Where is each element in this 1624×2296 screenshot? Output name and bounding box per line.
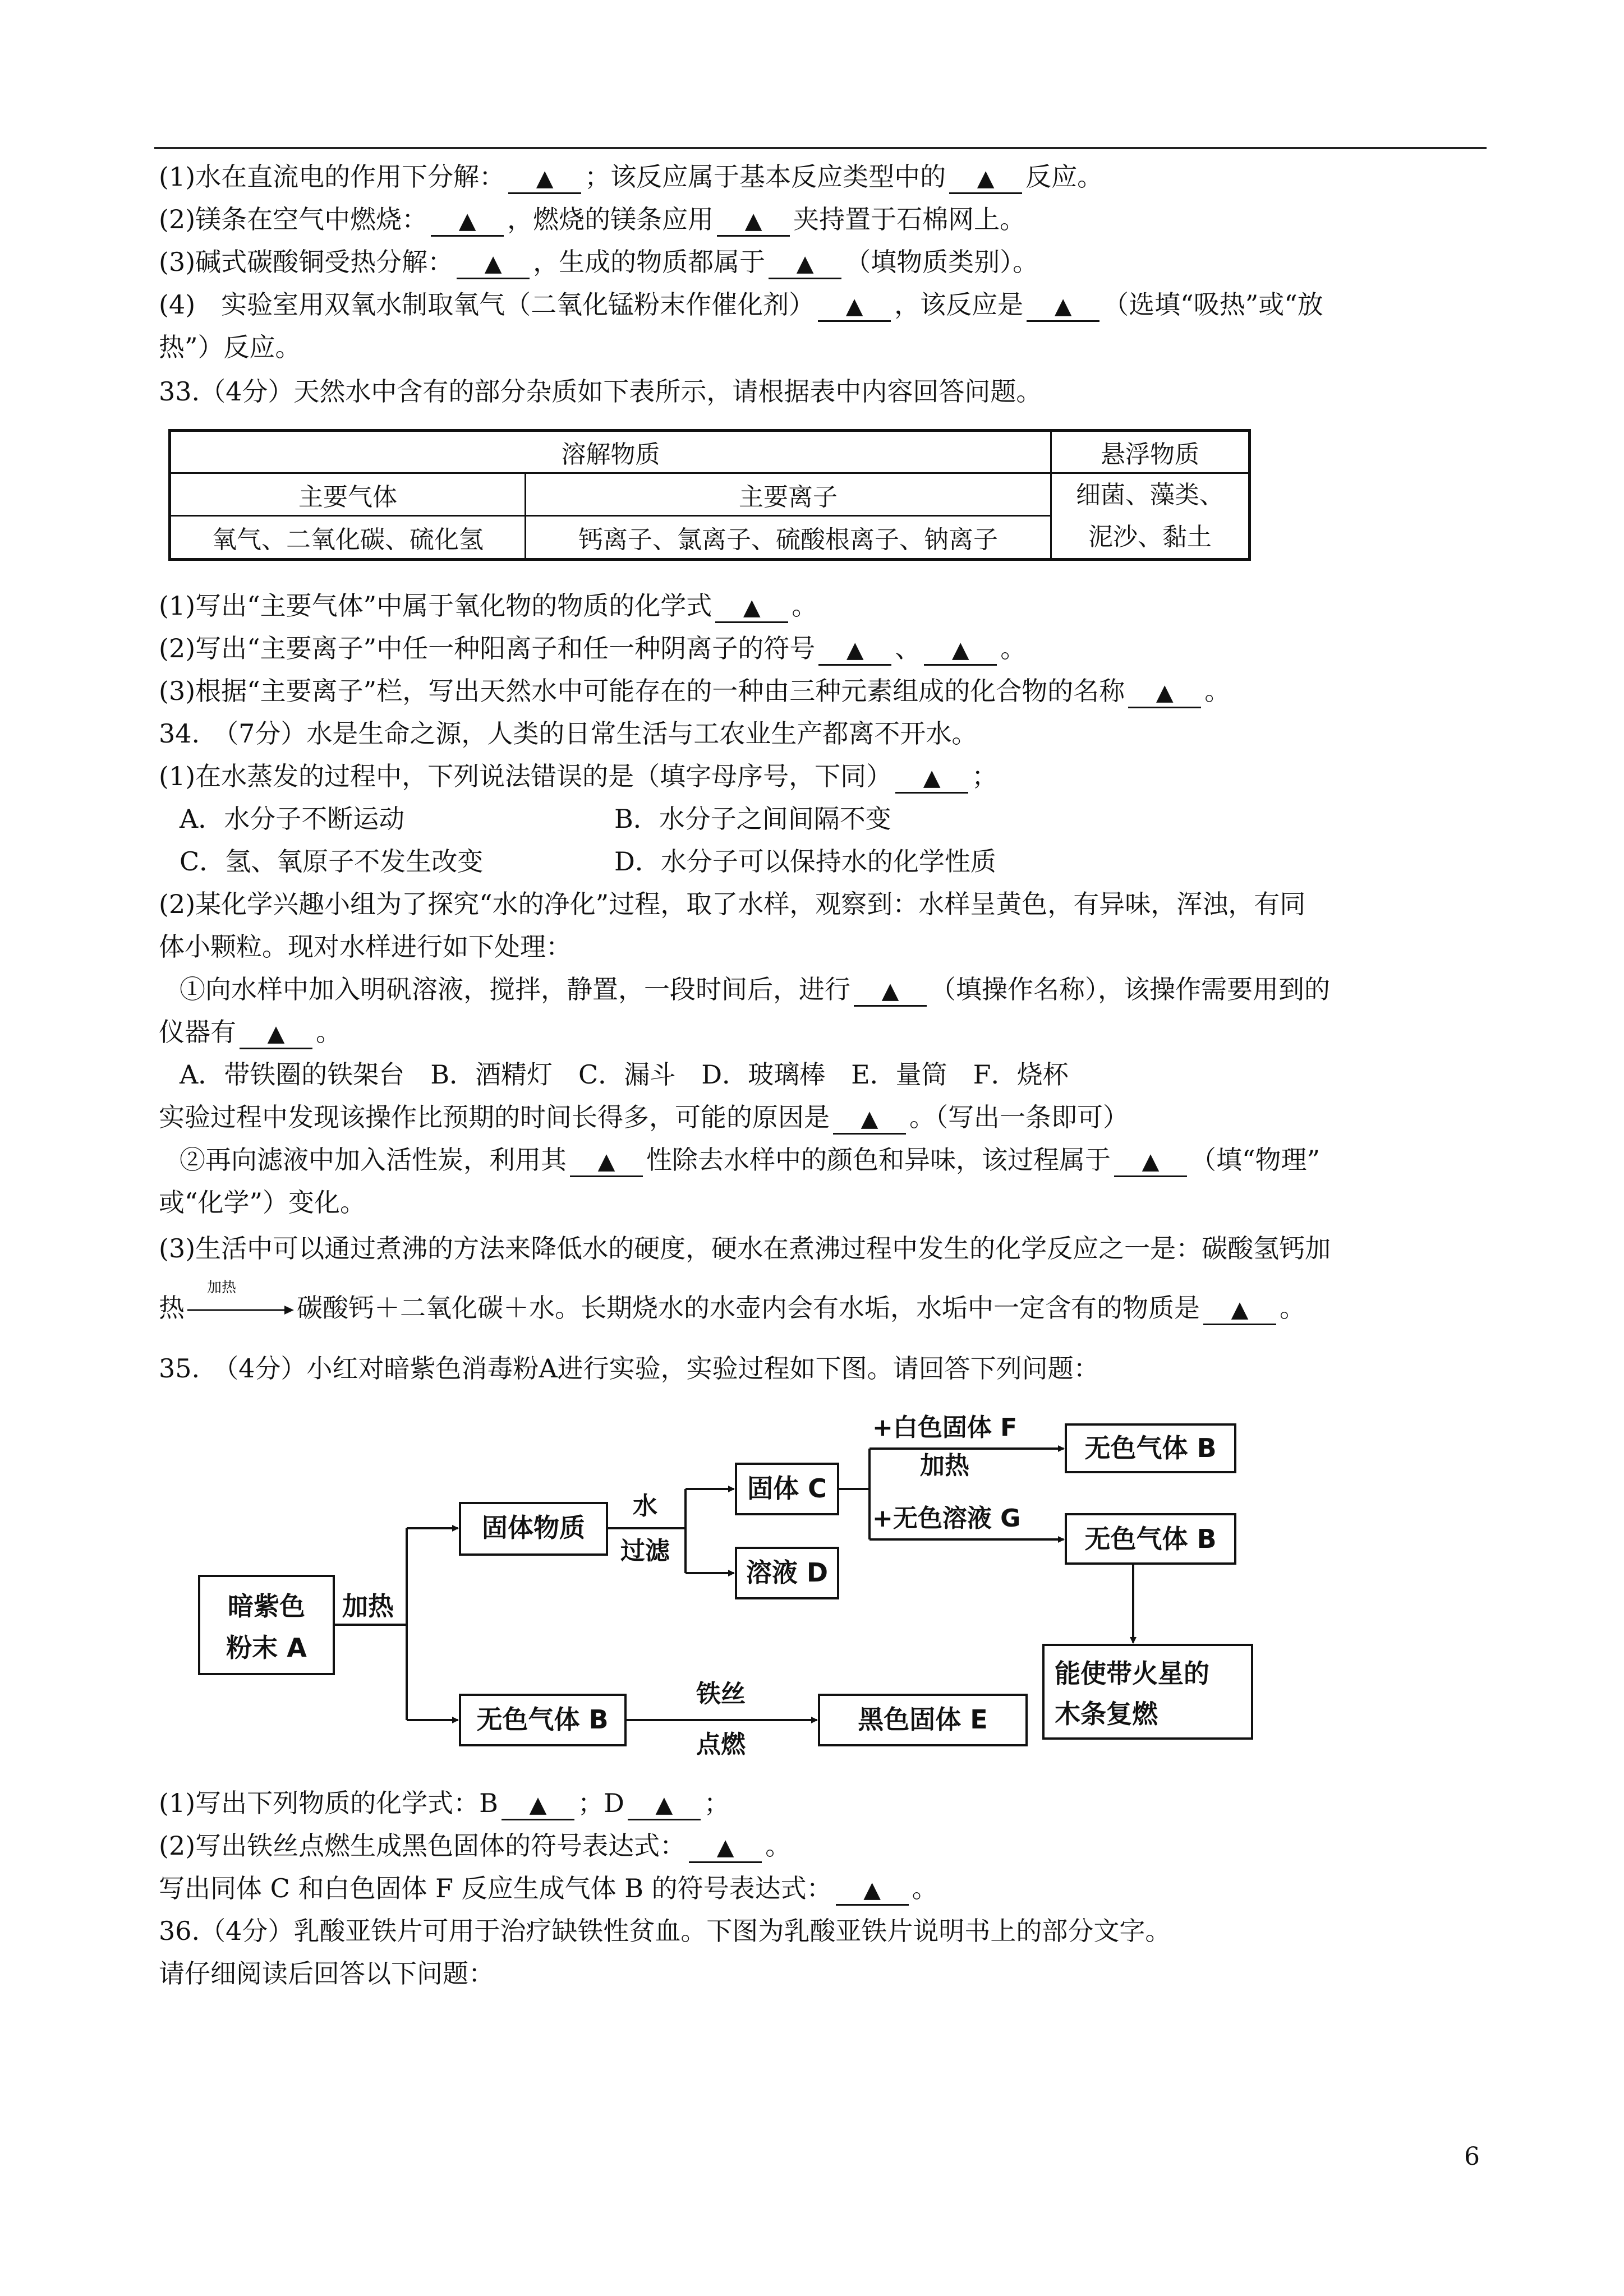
relight-line-1: 能使带火星的 xyxy=(1055,1658,1209,1689)
gas-b-label-1: 无色气体 B xyxy=(1084,1433,1217,1463)
q34-part-3-line-2: 热 加热 碳酸钙＋二氧化碳＋水。长期烧水的水壶内会有水垢，水垢中一定含有的物质是 ▲ 。 xyxy=(159,1291,1305,1325)
water-label: 水 xyxy=(633,1492,657,1520)
q33-part-1: (1)写出“主要气体”中属于氧化物的物质的化学式 ▲ 。 xyxy=(159,589,817,623)
q33-part-3: (3)根据“主要离子”栏，写出天然水中可能存在的一种由三种元素组成的化合物的名称 ▲ 。 xyxy=(159,674,1230,708)
heat-2-label: 加热 xyxy=(920,1451,969,1480)
q32-line-5: 热”）反应。 xyxy=(159,332,301,362)
q34-step-1-line-2: 仪器有 ▲ 。 xyxy=(159,1015,342,1049)
q32-line-1: (1)水在直流电的作用下分解： ▲ ；该反应属于基本反应类型中的 ▲ 反应。 xyxy=(159,160,1103,194)
q36-line-2: 请仔细阅读后回答以下问题： xyxy=(159,1958,494,1989)
header-gas: 主要气体 xyxy=(170,473,526,516)
q34-option-a: A．水分子不断运动 xyxy=(180,804,405,834)
q32-line-2: (2)镁条在空气中燃烧： ▲ ，燃烧的镁条应用 ▲ 夹持置于石棉网上。 xyxy=(159,202,1025,237)
q34-part-3-line-1: (3)生活中可以通过煮沸的方法来降低水的硬度，硬水在煮沸过程中发生的化学反应之一是：碳酸氢钙加 xyxy=(159,1233,1331,1264)
q32-line-3: (3)碱式碳酸铜受热分解： ▲ ，生成的物质都属于 ▲ （填物质类别）。 xyxy=(159,245,1038,279)
cell-gas: 氧气、二氧化碳、硫化氢 xyxy=(170,516,526,560)
q34-step-1: ①向水样中加入明矾溶液，搅拌，静置，一段时间后，进行 ▲ （填操作名称），该操作需要用到的 xyxy=(180,972,1330,1007)
filter-label: 过滤 xyxy=(620,1537,670,1565)
q33-part-2: (2)写出“主要离子”中任一种阳离子和任一种阴离子的符号 ▲ 、 ▲ 。 xyxy=(159,631,1026,666)
cell-ions: 钙离子、氯离子、硫酸根离子、钠离子 xyxy=(526,516,1051,560)
solid-label: 固体物质 xyxy=(482,1513,585,1543)
q34-intro: 34. （7分）水是生命之源，人类的日常生活与工农业生产都离不开水。 xyxy=(159,718,978,749)
q34-option-c: C．氢、氧原子不发生改变 xyxy=(180,846,484,877)
cell-suspended: 细菌、藻类、 泥沙、黏土 xyxy=(1051,473,1250,560)
gas-b-label-2: 无色气体 B xyxy=(1084,1524,1217,1554)
ignite-label: 点燃 xyxy=(696,1730,746,1759)
q34-step-2: ②再向滤液中加入活性炭，利用其 ▲ 性除去水样中的颜色和异味，该过程属于 ▲ （填“物理” xyxy=(180,1143,1320,1177)
q34-option-b: B．水分子之间间隔不变 xyxy=(614,804,891,834)
header-ion: 主要离子 xyxy=(526,473,1051,516)
q34-part-2-line-1: (2)某化学兴趣小组为了探究“水的净化”过程，取了水样，观察到：水样呈黄色，有异味，浑浊，有同 xyxy=(159,889,1306,919)
powder-a-line-2: 粉末 A xyxy=(226,1633,307,1663)
q34-part-2-line-2: 体小颗粒。现对水样进行如下处理： xyxy=(159,932,572,962)
black-e-label: 黑色固体 E xyxy=(858,1704,988,1735)
q35-part-3: 写出同体 C 和白色固体 F 反应生成气体 B 的符号表达式： ▲ 。 xyxy=(159,1871,938,1906)
q32-line-4: (4) 实验室用双氧水制取氧气（二氧化锰粉末作催化剂） ▲ ，该反应是 ▲ （选填“吸热”或“放 xyxy=(159,288,1323,322)
plus-g-label: +无色溶液 G xyxy=(872,1504,1021,1533)
q34-option-d: D．水分子可以保持水的化学性质 xyxy=(614,846,996,877)
solution-d-label: 溶液 D xyxy=(746,1557,829,1588)
q35-part-2: (2)写出铁丝点燃生成黑色固体的符号表达式： ▲ 。 xyxy=(159,1829,791,1863)
solid-c-label: 固体 C xyxy=(747,1473,827,1504)
q34-part-1: (1)在水蒸发的过程中，下列说法错误的是（填字母序号，下同） ▲ ； xyxy=(159,759,997,794)
page-number: 6 xyxy=(1464,2142,1480,2171)
heat-label: 加热 xyxy=(342,1591,394,1621)
powder-a-line-1: 暗紫色 xyxy=(228,1591,305,1621)
reaction-condition: 加热 xyxy=(207,1279,237,1296)
relight-line-2: 木条复燃 xyxy=(1055,1699,1158,1729)
plus-f-label: +白色固体 F xyxy=(872,1413,1018,1442)
q36-line-1: 36.（4分）乳酸亚铁片可用于治疗缺铁性贫血。下图为乳酸亚铁片说明书上的部分文字。 xyxy=(159,1916,1171,1946)
gas-b-label-3: 无色气体 B xyxy=(476,1704,609,1735)
iron-wire-label: 铁丝 xyxy=(696,1680,746,1708)
header-dissolved: 溶解物质 xyxy=(170,431,1051,473)
q35-part-1: (1)写出下列物质的化学式：B ▲ ；D ▲ ； xyxy=(159,1786,730,1820)
q33-intro: 33.（4分）天然水中含有的部分杂质如下表所示，请根据表中内容回答问题。 xyxy=(159,376,1042,407)
q35-intro: 35. （4分）小红对暗紫色消毒粉A进行实验，实验过程如下图。请回答下列问题： xyxy=(159,1353,1099,1384)
q34-instrument-options: A．带铁圈的铁架台 B．酒精灯 C．漏斗 D．玻璃棒 E．量筒 F．烧杯 xyxy=(180,1059,1069,1090)
q34-step-2-line-2: 或“化学”）变化。 xyxy=(159,1187,366,1218)
q34-reason: 实验过程中发现该操作比预期的时间长得多，可能的原因是 ▲ 。（写出一条即可） xyxy=(159,1100,1129,1135)
header-suspended: 悬浮物质 xyxy=(1051,431,1250,473)
